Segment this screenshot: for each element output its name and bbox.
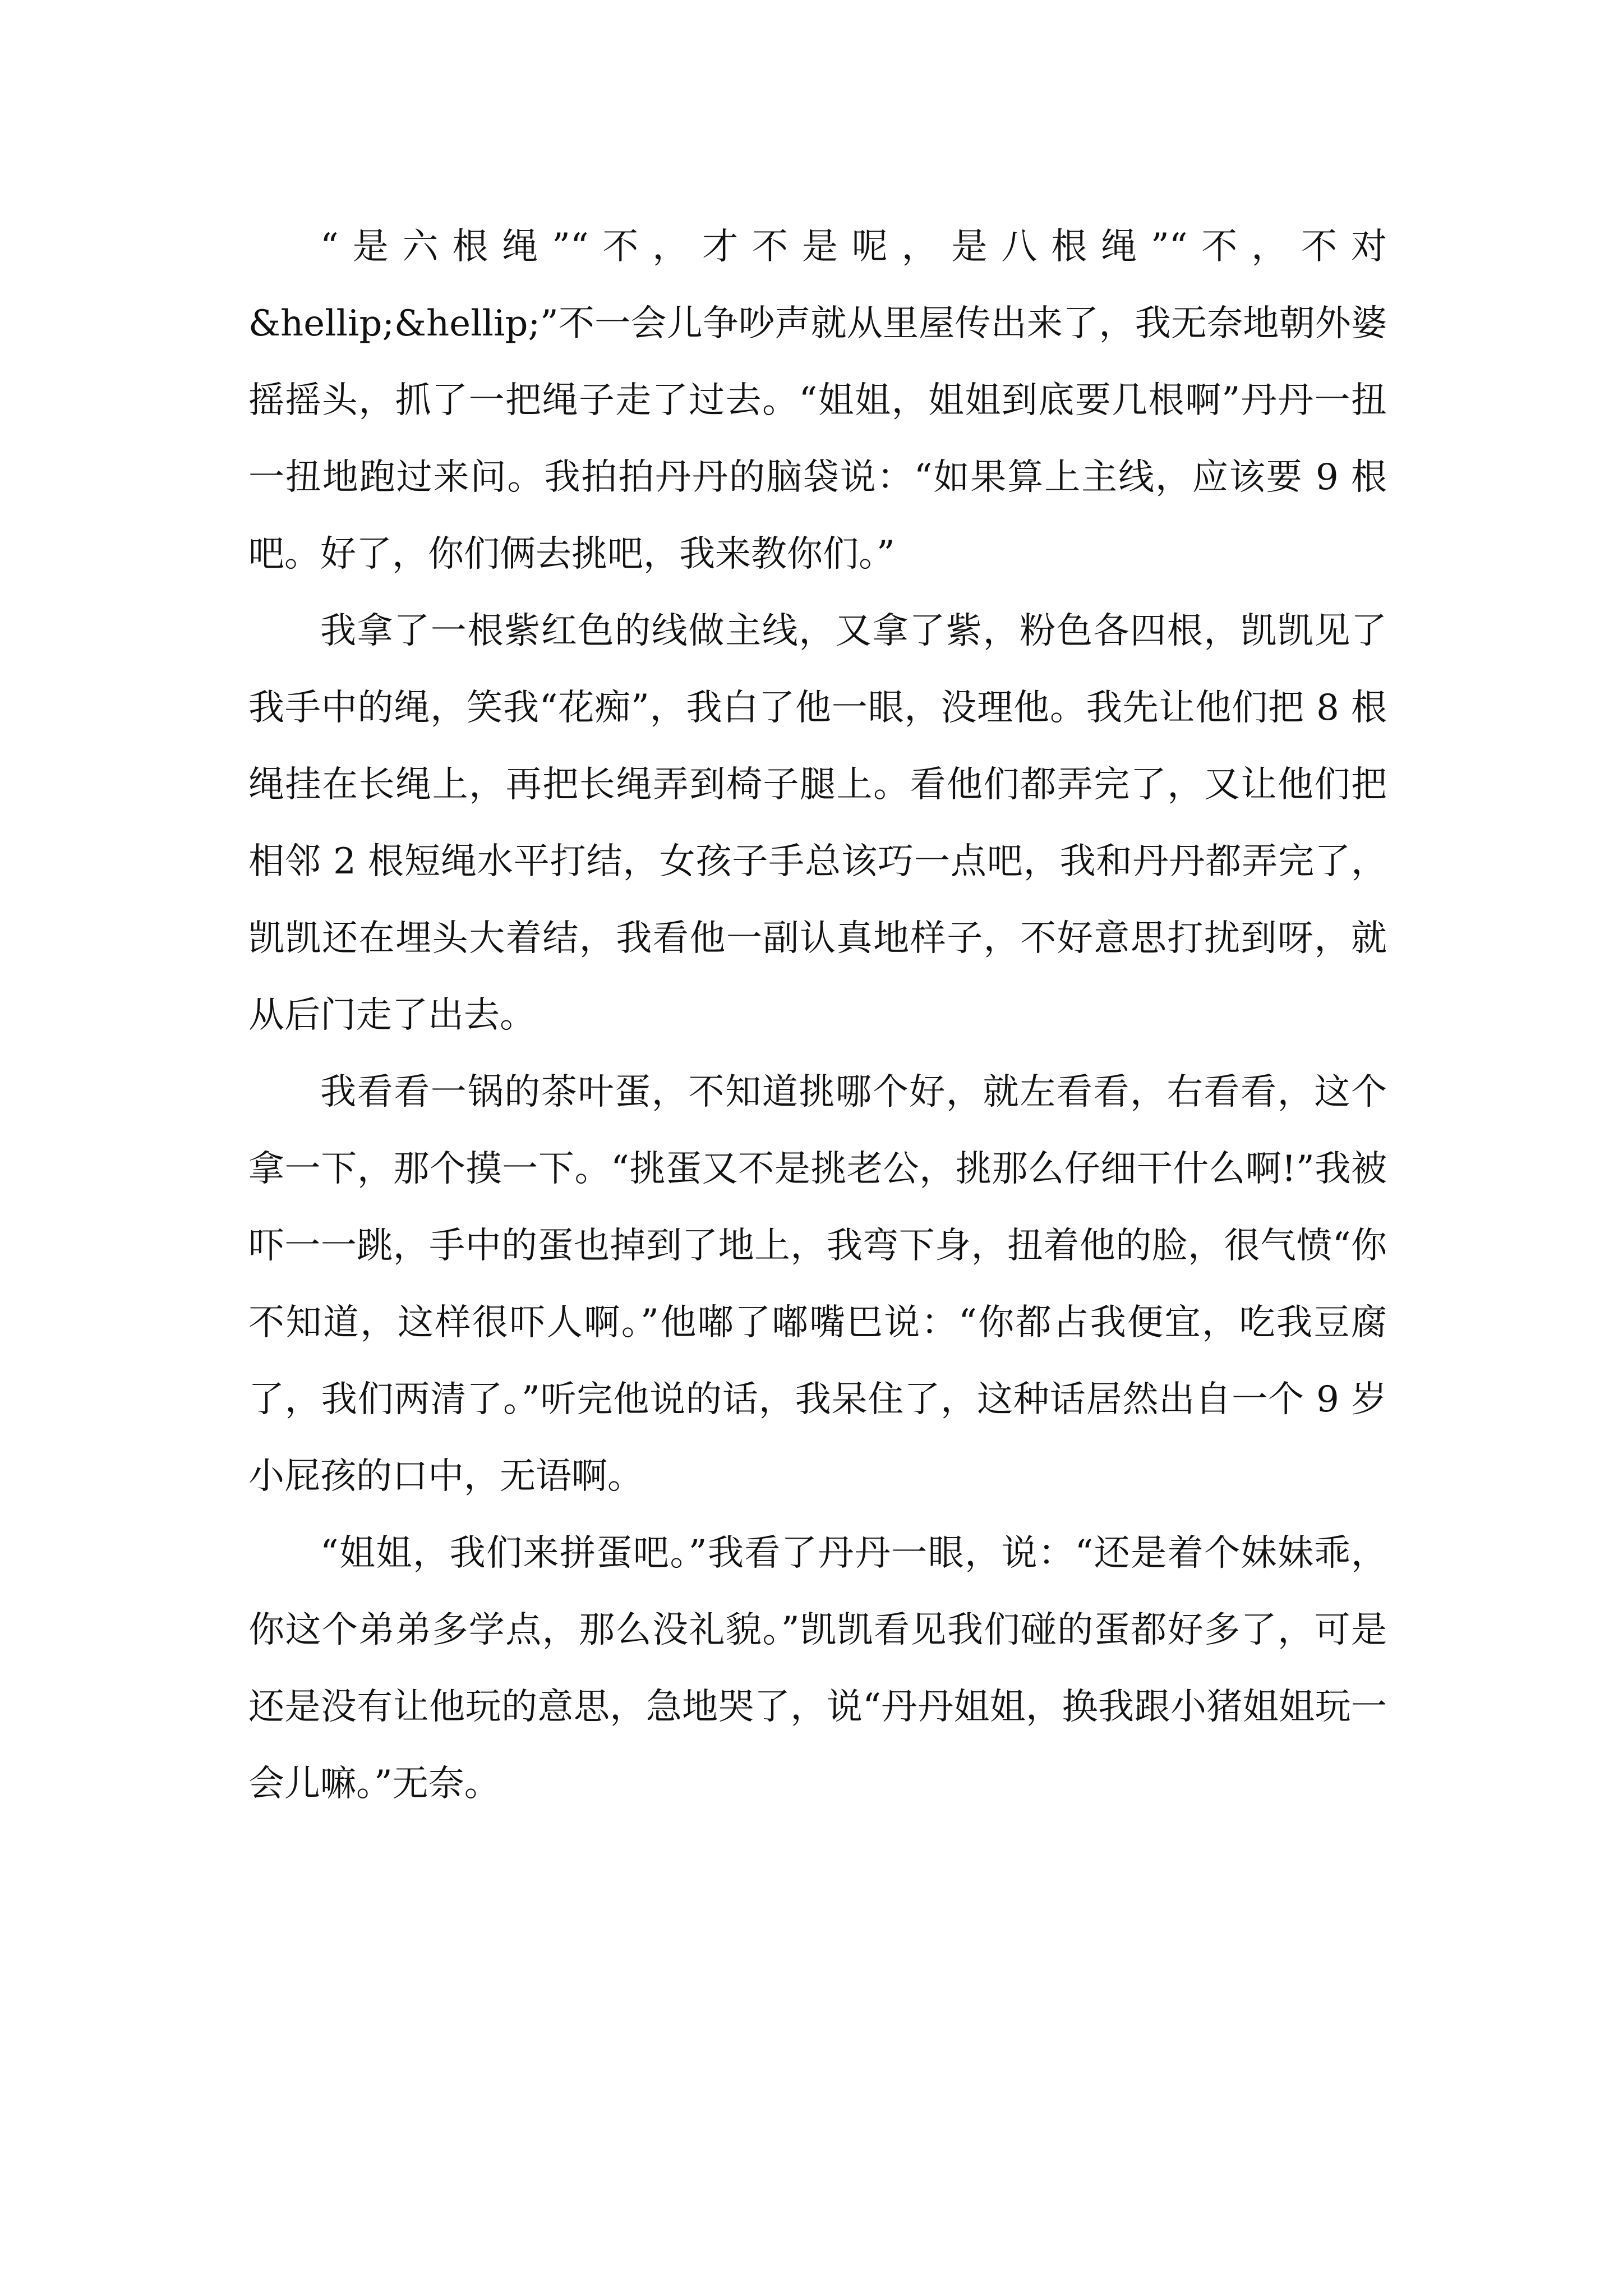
paragraph-2: 我拿了一根紫红色的线做主线，又拿了紫，粉色各四根，凯凯见了我手中的绳，笑我“花痴”，我白了他一眼，没理他。我先让他们把 8 根绳挂在长绳上，再把长绳弄到椅子腿上。看他们都弄完了，又让他们把相邻 2 根短绳水平打结，女孩子手总该巧一点吧，我和丹丹都弄完了，凯凯还在埋头大着结，我看他一副认真地样子，不好意思打扰到呀，就从后门走了出去。 — [248, 610, 1387, 1036]
paragraph-4: “姐姐，我们来拼蛋吧。”我看了丹丹一眼，说：“还是着个妹妹乖，你这个弟弟多学点，那么没礼貌。”凯凯看见我们碰的蛋都好多了，可是还是没有让他玩的意思，急地哭了，说“丹丹姐姐，换我跟小猪姐姐玩一会儿嘛。”无奈。 — [248, 1533, 1387, 1805]
document-body — [248, 209, 1387, 1823]
paragraph-3: 我看看一锅的茶叶蛋，不知道挑哪个好，就左看看，右看看，这个拿一下，那个摸一下。“挑蛋又不是挑老公，挑那么仔细干什么啊!”我被吓一一跳，手中的蛋也掉到了地上，我弯下身，扭着他的脸，很气愤“你不知道，这样很吓人啊。”他嘟了嘟嘴巴说：“你都占我便宜，吃我豆腐了，我们两清了。”听完他说的话，我呆住了，这种话居然出自一个 9 岁小屁孩的口中，无语啊。 — [248, 1071, 1387, 1497]
paragraph-1: “是六根绳”“不，才不是呢，是八根绳”“不，不对&hellip;&hellip;”不一会儿争吵声就从里屋传出来了，我无奈地朝外婆摇摇头，抓了一把绳子走了过去。“姐姐，姐姐到底要几根啊”丹丹一扭一扭地跑过来问。我拍拍丹丹的脑袋说：“如果算上主线，应该要 9 根吧。好了，你们俩去挑吧，我来教你们。” — [248, 226, 1387, 575]
